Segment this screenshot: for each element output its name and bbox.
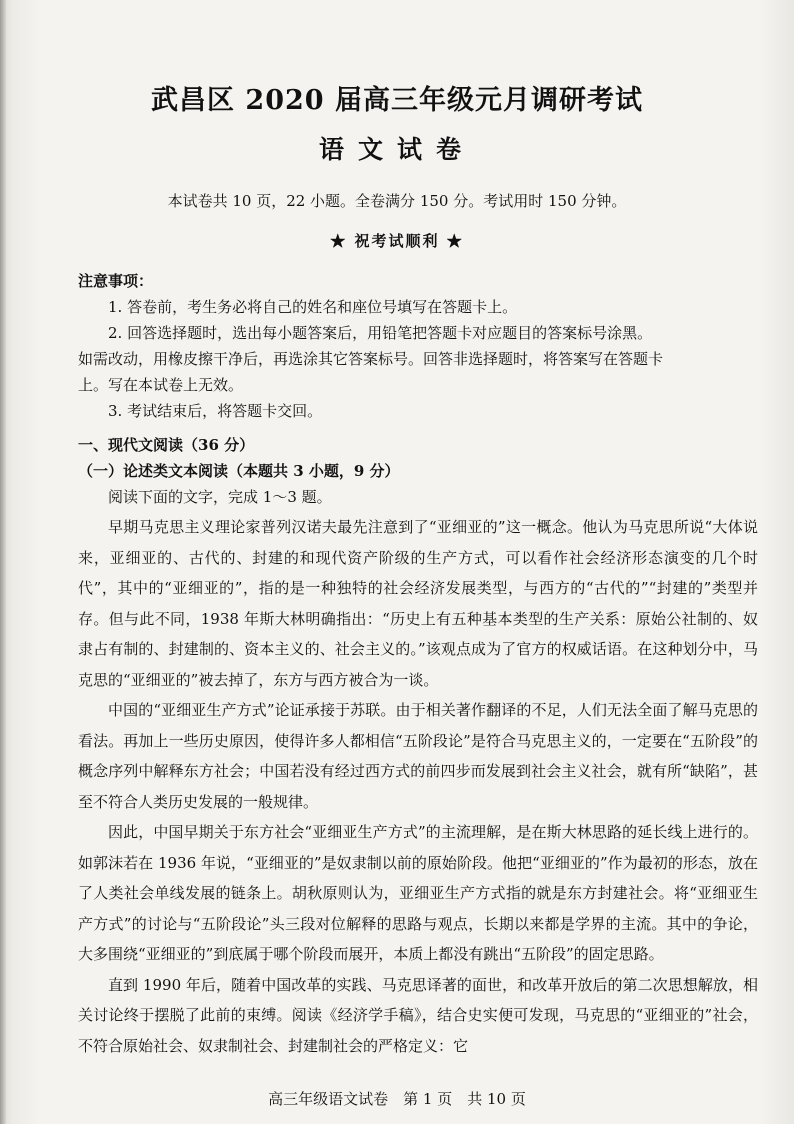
part-title: 一、现代文阅读（36 分） [78, 436, 255, 454]
passage-paragraph-4: 直到 1990 年后，随着中国改革的实践、马克思译著的面世，和改革开放后的第二次思想解放，相关讨论终于摆脱了此前的束缚。阅读《经济学手稿》，结合史实便可发现，马克思的“亚细亚的”社会，不符合原始社会、奴隶制社会、封建制社会的严格定义：它 [78, 975, 758, 1055]
good-luck-banner: ★ 祝考试顺利 ★ [330, 232, 464, 250]
passage-paragraph-1: 早期马克思主义理论家普列汉诺夫最先注意到了“亚细亚的”这一概念。他认为马克思所说“大体说来，亚细亚的、古代的、封建的和现代资产阶级的生产方式，可以看作社会经济形态演变的几个时代”，其中的“亚细亚的”，指的是一种独特的社会经济发展类型，与西方的“古代的”“封建的”类型并存。但与此不同，1938 年斯大林明确指出：“历史上有五种基本类型的生产关系：原始公社制的、奴隶占有制的、封建制的、资本主义的、社会主义的。”该观点成为了官方的权威话语。在这种划分中，马克思的“亚细亚的”被去掉了，东方与西方被合为一谈。 [78, 518, 758, 689]
note-item-2: 2. 回答选择题时，选出每小题答案后，用铅笔把答题卡对应题目的答案标号涂黑。 [108, 324, 653, 342]
exam-title: 武昌区 2020 届高三年级元月调研考试 [151, 85, 643, 116]
subsection-title: （一）论述类文本阅读（本题共 3 小题，9 分） [78, 462, 400, 480]
note-item-1: 1. 答卷前，考生务必将自己的姓名和座位号填写在答题卡上。 [108, 298, 518, 316]
note-item-3: 3. 考试结束后，将答题卡交回。 [108, 402, 323, 420]
notes-block [78, 268, 758, 424]
exam-subject: 语文试卷 [318, 135, 475, 164]
note-item-2-cont: 如需改动，用橡皮擦干净后，再选涂其它答案标号。回答非选择题时，将答案写在答题卡 [78, 350, 664, 368]
exam-info: 本试卷共 10 页，22 小题。全卷满分 150 分。考试用时 150 分钟。 [167, 192, 627, 210]
scan-edge-shadow [0, 0, 6, 1124]
reading-passage [78, 512, 758, 1061]
passage-paragraph-3: 因此，中国早期关于东方社会“亚细亚生产方式”的主流理解，是在斯大林思路的延长线上进行的。如郭沫若在 1936 年说，“亚细亚的”是奴隶制以前的原始阶段。他把“亚细亚的”作为最初的形态，放在了人类社会单线发展的链条上。胡秋原则认为，亚细亚生产方式指的就是东方封建社会。将“亚细亚生产方式”的讨论与“五阶段论”头三段对位解释的思路与观点，长期以来都是学界的主流。其中的争论，大多围绕“亚细亚的”到底属于哪个阶段而展开，本质上都没有跳出“五阶段”的固定思路。 [78, 823, 758, 963]
reading-instruction: 阅读下面的文字，完成 1～3 题。 [108, 488, 332, 506]
section-header [78, 432, 758, 510]
page-footer: 高三年级语文试卷 第 1 页 共 10 页 [268, 1090, 526, 1108]
passage-paragraph-2: 中国的“亚细亚生产方式”论证承接于苏联。由于相关著作翻译的不足，人们无法全面了解马克思的看法。再加上一些历史原因，使得许多人都相信“五阶段论”是符合马克思主义的，一定要在“五阶段”的概念序列中解释东方社会；中国若没有经过西方式的前四步而发展到社会主义社会，就有所“缺陷”，甚至不符合人类历史发展的一般规律。 [78, 701, 758, 811]
notes-heading: 注意事项： [78, 272, 154, 290]
note-item-2-end: 上。写在本试卷上无效。 [78, 376, 244, 394]
